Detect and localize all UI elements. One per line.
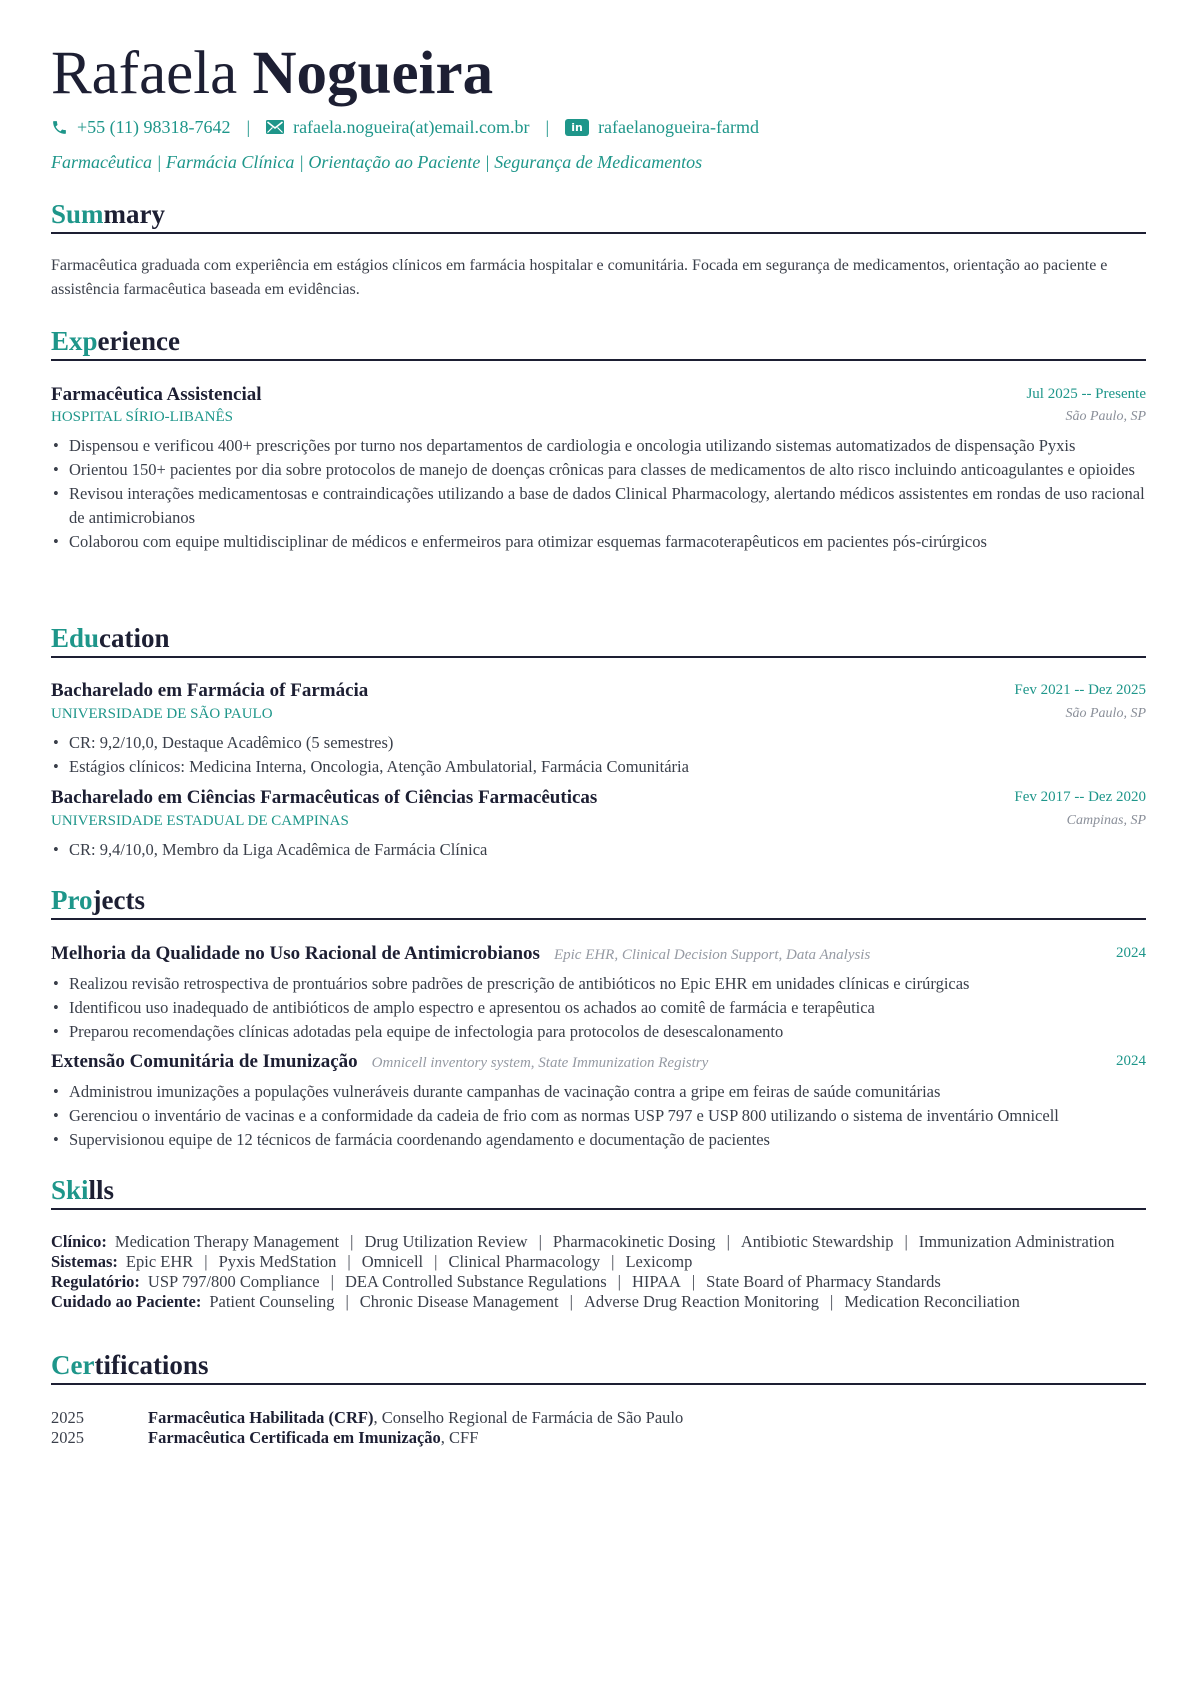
section-title-education: Education: [51, 622, 1146, 658]
list-item: • Administrou imunizações a populações vulneráveis durante campanhas de vacinação contra a gripe em feiras de saúde comunitárias: [51, 1080, 1146, 1104]
summary-text: Farmacêutica graduada com experiência em estágios clínicos em farmácia hospitalar e comunitária. Focada em segurança de medicamentos, orientação ao paciente e assistência farmacêutica baseada em evidências.: [51, 257, 1108, 298]
project-bullets: [51, 972, 1146, 1044]
list-item: • CR: 9,2/10,0, Destaque Acadêmico (5 semestres): [51, 731, 1146, 755]
candidate-name: [51, 38, 493, 110]
degree-date: Fev 2021 -- Dez 2025: [1014, 682, 1146, 698]
project-bullets: [51, 1080, 1146, 1152]
cert-year: 2025: [51, 1428, 84, 1447]
list-item: • Revisou interações medicamentosas e contraindicações utilizando a base de dados Clinical Pharmacology, alertando médicos assistentes em rondas de uso racional de antimicrobianos: [51, 482, 1146, 530]
list-item: • Colaborou com equipe multidisciplinar de médicos e enfermeiros para otimizar esquemas farmacoterapêuticos em pacientes pós-cirúrgicos: [51, 530, 1146, 554]
phone-icon: [51, 119, 68, 136]
contact-bar: [51, 115, 759, 139]
institution: UNIVERSIDADE ESTADUAL DE CAMPINAS: [51, 813, 349, 829]
education-bullets: [51, 731, 1146, 779]
project-entry: [51, 1051, 1146, 1073]
list-item: • Dispensou e verificou 400+ prescrições por turno nos departamentos de cardiologia e oncologia utilizando sistemas automatizados de dispensação Pyxis: [51, 434, 1146, 458]
experience-entry: [51, 384, 1146, 406]
list-item: • CR: 9,4/10,0, Membro da Liga Acadêmica de Farmácia Clínica: [51, 838, 1146, 862]
degree-date: Fev 2017 -- Dez 2020: [1014, 789, 1146, 805]
job-date: Jul 2025 -- Presente: [1026, 386, 1146, 402]
institution-location: Campinas, SP: [1066, 813, 1146, 828]
phone-number[interactable]: +55 (11) 98318-7642: [77, 116, 231, 137]
skills-list: [51, 1232, 1146, 1312]
skill-group-regulatorio: Regulatório: USP 797/800 Compliance | DEA Controlled Substance Regulations | HIPAA | State Board of Pharmacy Standards: [51, 1272, 941, 1291]
skill-group-sistemas: Sistemas: Epic EHR | Pyxis MedStation | Omnicell | Clinical Pharmacology | Lexicomp: [51, 1252, 693, 1271]
contact-separator: |: [545, 116, 550, 137]
education-entry: [51, 787, 1146, 809]
cert-year: 2025: [51, 1408, 84, 1427]
section-title-projects: Projects: [51, 884, 1146, 920]
certifications-list: [51, 1408, 1146, 1448]
project-tech: Epic EHR, Clinical Decision Support, Data Analysis: [553, 947, 871, 963]
institution: UNIVERSIDADE DE SÃO PAULO: [51, 706, 273, 722]
project-name: Melhoria da Qualidade no Uso Racional de Antimicrobianos Epic EHR, Clinical Decision Support, Data Analysis: [51, 943, 871, 964]
linkedin-icon: in: [565, 119, 589, 136]
list-item: • Realizou revisão retrospectiva de prontuários sobre padrões de prescrição de antibióticos no Epic EHR em unidades clínicas e cirúrgicas: [51, 972, 1146, 996]
envelope-icon: [266, 120, 284, 134]
first-name: Rafaela: [51, 40, 238, 107]
list-item: • Identificou uso inadequado de antibióticos de amplo espectro e apresentou os achados ao comitê de farmácia e terapêutica: [51, 996, 1146, 1020]
employer: HOSPITAL SÍRIO-LIBANÊS: [51, 409, 233, 425]
section-title-certifications: Certifications: [51, 1349, 1146, 1385]
cert-detail: Farmacêutica Certificada em Imunização, CFF: [148, 1428, 479, 1447]
project-tech: Omnicell inventory system, State Immunization Registry: [371, 1055, 709, 1071]
experience-bullets: [51, 434, 1146, 554]
section-title-skills: Skills: [51, 1174, 1146, 1210]
degree-title: Bacharelado em Ciências Farmacêuticas of Ciências Farmacêuticas: [51, 787, 598, 808]
last-name: Nogueira: [252, 40, 494, 107]
list-item: • Estágios clínicos: Medicina Interna, Oncologia, Atenção Ambulatorial, Farmácia Comunitária: [51, 755, 1146, 779]
list-item: • Preparou recomendações clínicas adotadas pela equipe de infectologia para protocolos de desescalonamento: [51, 1020, 1146, 1044]
professional-tagline: Farmacêutica | Farmácia Clínica | Orientação ao Paciente | Segurança de Medicamentos: [51, 152, 703, 172]
section-title-summary: Summary: [51, 198, 1146, 234]
education-bullets: [51, 838, 1146, 862]
project-entry: [51, 943, 1146, 965]
education-entry: [51, 680, 1146, 702]
list-item: • Supervisionou equipe de 12 técnicos de farmácia coordenando agendamento e documentação de pacientes: [51, 1128, 1146, 1152]
contact-separator: |: [246, 116, 251, 137]
certification-row: [51, 1408, 1146, 1428]
degree-title: Bacharelado em Farmácia of Farmácia: [51, 680, 369, 701]
project-year: 2024: [1116, 945, 1146, 961]
project-name: Extensão Comunitária de Imunização Omnicell inventory system, State Immunization Registry: [51, 1051, 709, 1072]
cert-detail: Farmacêutica Habilitada (CRF), Conselho Regional de Farmácia de São Paulo: [148, 1408, 684, 1427]
skill-group-clinico: Clínico: Medication Therapy Management | Drug Utilization Review | Pharmacokinetic Dosing | Antibiotic Stewardship | Immunization Administration: [51, 1232, 1115, 1251]
project-year: 2024: [1116, 1053, 1146, 1069]
list-item: • Gerenciou o inventário de vacinas e a conformidade da cadeia de frio com as normas USP 797 e USP 800 utilizando o sistema de inventário Omnicell: [51, 1104, 1146, 1128]
section-title-experience: Experience: [51, 325, 1146, 361]
skill-group-cuidado: Cuidado ao Paciente: Patient Counseling | Chronic Disease Management | Adverse Drug Reaction Monitoring | Medication Reconciliation: [51, 1292, 1020, 1311]
institution-location: São Paulo, SP: [1065, 706, 1146, 721]
job-title: Farmacêutica Assistencial: [51, 384, 262, 405]
job-location: São Paulo, SP: [1065, 409, 1146, 424]
email-link[interactable]: rafaela.nogueira(at)email.com.br: [293, 116, 530, 137]
linkedin-link[interactable]: rafaelanogueira-farmd: [598, 116, 759, 137]
certification-row: [51, 1428, 1146, 1448]
list-item: • Orientou 150+ pacientes por dia sobre protocolos de manejo de doenças crônicas para classes de medicamentos de alto risco incluindo anticoagulantes e opioides: [51, 458, 1146, 482]
